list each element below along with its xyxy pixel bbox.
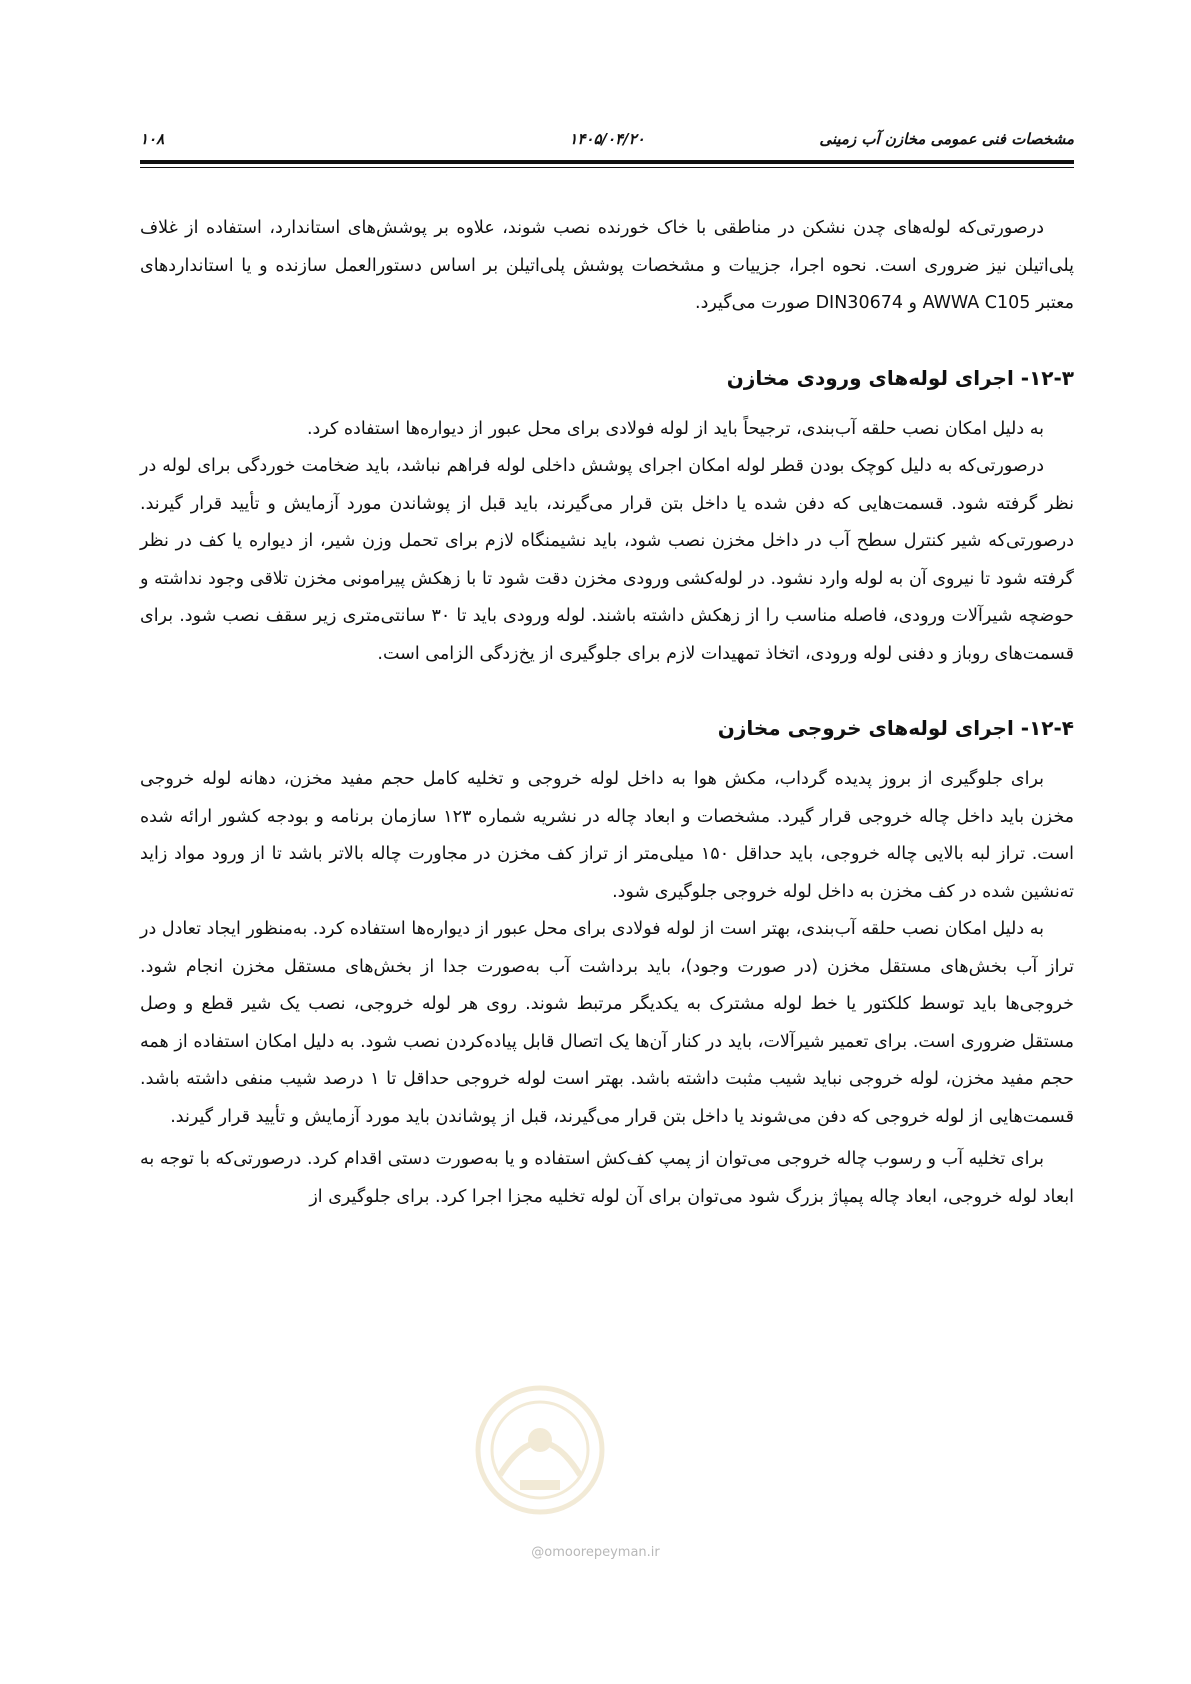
watermark-url: @omoorepeyman.ir <box>531 1545 660 1560</box>
paragraph: برای تخلیه آب و رسوب چاله خروجی می‌توان از پمپ کف‌کش استفاده و یا به‌صورت دستی اقدام کرد. درصورتی‌که با توجه به ابعاد لوله خروجی، ابعاد چاله پمپاژ بزرگ شود می‌توان برای آن لوله تخلیه مجزا اجرا کرد. برای جلوگیری از <box>140 1149 1074 1207</box>
header-rule-thin <box>140 167 1074 168</box>
section-heading-outlet: ۱۲-۴- اجرای لوله‌های خروجی مخازن <box>717 716 1074 740</box>
page-body <box>140 210 1074 1216</box>
paragraph: درصورتی‌که به دلیل کوچک بودن قطر لوله امکان اجرای پوشش داخلی لوله فراهم نباشد، باید ضخامت خوردگی برای لوله در نظر گرفته شود. قسمت‌هایی که دفن شده یا داخل بتن قرار می‌گیرند، باید قبل از پوشاندن مورد آزمایش و تأیید قرار گیرند. درصورتی‌که شیر کنترل سطح آب در داخل مخزن نصب شود، باید نشیمنگاه لازم برای تحمل وزن شیر، از دیواره یا کف در نظر گرفته شود تا نیروی آن به لوله وارد نشود. در لوله‌کشی ورودی مخزن دقت شود تا با زهکش پیرامونی مخزن تلاقی وجود نداشته و حوضچه شیرآلات ورودی، فاصله مناسب را از زهکش داشته باشند. لوله ورودی باید تا ۳۰ سانتی‌متری زیر سقف نصب شود. برای قسمت‌های روباز و دفنی لوله ورودی، اتخاذ تمهیدات لازم برای جلوگیری از یخ‌زدگی الزامی است. <box>140 456 1074 664</box>
section-heading-inlet: ۱۲-۳- اجرای لوله‌های ورودی مخازن <box>726 365 1074 390</box>
paragraph: به دلیل امکان نصب حلقه آب‌بندی، بهتر است از لوله فولادی برای محل عبور از دیواره‌ها استفاده کرد. به‌منظور ایجاد تعادل در تراز آب بخش‌های مستقل مخزن (در صورت وجود)، باید برداشت آب به‌صورت جدا از بخش‌های مستقل مخزن انجام شود. خروجی‌ها باید توسط کلکتور یا خط لوله مشترک به یکدیگر مرتبط شوند. روی هر لوله خروجی، نصب یک شیر قطع و وصل مستقل ضروری است. برای تعمیر شیرآلات، باید در کنار آن‌ها یک اتصال قابل پیاده‌کردن نصب شود. به دلیل امکان استفاده از همه حجم مفید مخزن، لوله خروجی نباید شیب مثبت داشته باشد. بهتر است لوله خروجی حداقل تا ۱ درصد شیب منفی داشته باشد. قسمت‌هایی از لوله خروجی که دفن می‌شوند یا داخل بتن قرار می‌گیرند، قبل از پوشاندن باید مورد آزمایش و تأیید قرار گیرند. <box>140 919 1074 1127</box>
header-title: مشخصات فنی عمومی مخازن آب زمینی <box>819 130 1074 148</box>
header-rule-thick <box>140 160 1074 164</box>
header-date: ۱۴۰۵/۰۴/۲۰ <box>569 130 645 148</box>
page-header <box>140 130 1074 154</box>
watermark-logo <box>470 1380 610 1530</box>
page-number: ۱۰۸ <box>140 130 165 148</box>
paragraph: برای جلوگیری از بروز پدیده گرداب، مکش هوا به داخل لوله خروجی و تخلیه کامل حجم مفید مخزن، دهانه لوله خروجی مخزن باید داخل چاله خروجی قرار گیرد. مشخصات و ابعاد چاله در نشریه شماره ۱۲۳ سازمان برنامه و بودجه کشور ارائه شده است. تراز لبه بالایی چاله خروجی، باید حداقل ۱۵۰ میلی‌متر از تراز کف مخزن در مجاورت چاله بالاتر باشد تا از ورود مواد زاید ته‌نشین شده در کف مخزن به داخل لوله خروجی جلوگیری شود. <box>140 769 1074 902</box>
paragraph: به دلیل امکان نصب حلقه آب‌بندی، ترجیحاً باید از لوله فولادی برای محل عبور از دیواره‌ها استفاده کرد. <box>306 418 1044 439</box>
intro-paragraph: درصورتی‌که لوله‌های چدن نشکن در مناطقی با خاک خورنده نصب شوند، علاوه بر پوشش‌های استاندارد، استفاده از غلاف پلی‌اتیلن نیز ضروری است. نحوه اجرا، جزییات و مشخصات پوشش پلی‌اتیلن بر اساس دستورالعمل سازنده و یا استانداردهای معتبر AWWA C105 و DIN30674 صورت می‌گیرد. <box>140 218 1074 313</box>
